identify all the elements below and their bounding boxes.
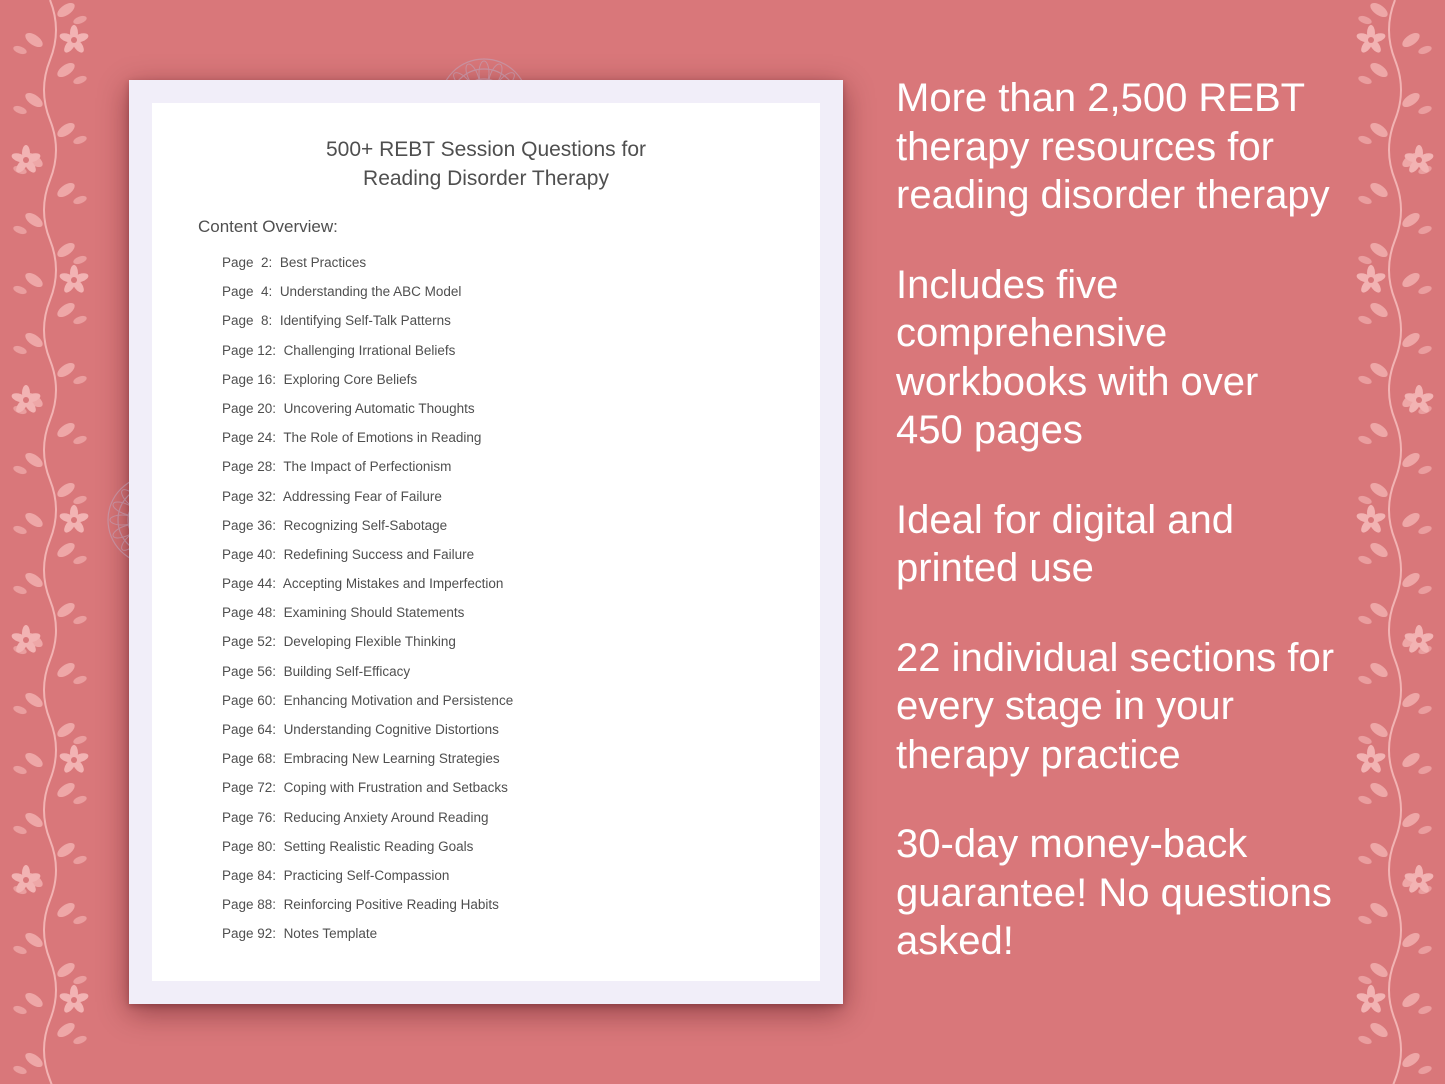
toc-topic: Exploring Core Beliefs [283, 371, 418, 387]
toc-topic: Setting Realistic Reading Goals [283, 838, 474, 854]
toc-page-number: Page 60: [222, 692, 277, 708]
toc-item [222, 839, 513, 868]
toc-page-number: Page 40: [222, 546, 277, 562]
toc-topic: Understanding Cognitive Distortions [283, 722, 499, 737]
feature-text: Ideal for digital and printed use [896, 497, 1235, 590]
toc-item [222, 751, 513, 780]
toc-topic: Uncovering Automatic Thoughts [283, 400, 475, 416]
toc-item [222, 868, 513, 897]
toc-page-number: Page 16: [222, 371, 277, 387]
toc-item [222, 372, 513, 401]
document-title [152, 135, 820, 193]
toc-item [222, 343, 513, 372]
toc-page-number: Page 32: [222, 488, 277, 504]
toc-page-number: Page 72: [222, 780, 277, 796]
toc-topic: Developing Flexible Thinking [283, 634, 456, 650]
toc-topic: The Role of Emotions in Reading [283, 430, 482, 446]
table-of-contents [222, 255, 513, 956]
feature-text: Includes five comprehensive workbooks with over 450 pages [896, 262, 1259, 452]
toc-item [222, 897, 513, 926]
toc-topic: Accepting Mistakes and Imperfection [282, 576, 504, 592]
toc-page-number: Page 80: [222, 838, 277, 854]
toc-page-number: Page 44: [222, 576, 277, 592]
toc-page-number: Page 68: [222, 751, 277, 767]
toc-topic: Understanding the ABC Model [279, 284, 462, 300]
toc-item [222, 693, 513, 722]
toc-item [222, 547, 513, 576]
toc-item [222, 605, 513, 634]
toc-topic: Building Self-Efficacy [283, 663, 411, 679]
toc-item [222, 401, 513, 430]
toc-item [222, 664, 513, 693]
toc-page-number: Page 88: [222, 897, 277, 913]
toc-topic: Examining Should Statements [283, 605, 465, 621]
toc-item [222, 313, 513, 342]
toc-page-number: Page 52: [222, 634, 277, 650]
mandala-top-icon [379, 57, 589, 80]
toc-topic: Addressing Fear of Failure [282, 488, 442, 504]
toc-topic: Coping with Frustration and Setbacks [283, 780, 508, 796]
toc-topic: Enhancing Motivation and Persistence [283, 692, 514, 708]
toc-page-number: Page 2: [222, 255, 273, 270]
toc-page-number: Page 20: [222, 400, 277, 416]
document-preview [129, 80, 843, 1004]
toc-page-number: Page 92: [222, 926, 277, 942]
toc-page-number: Page 48: [222, 605, 277, 621]
toc-page-number: Page 8: [222, 313, 273, 329]
toc-topic: The Impact of Perfectionism [283, 459, 452, 475]
floral-vine-left-icon [0, 0, 100, 1084]
toc-page-number: Page 24: [222, 430, 277, 446]
feature-text: More than 2,500 REBT therapy resources for reading disorder therapy [896, 76, 1330, 217]
toc-page-number: Page 84: [222, 867, 277, 883]
toc-item [222, 926, 513, 955]
document-title-line-1: 500+ REBT Session Questions for [325, 138, 647, 161]
toc-topic: Practicing Self-Compassion [283, 867, 450, 883]
toc-item [222, 518, 513, 547]
toc-topic: Best Practices [279, 255, 367, 270]
toc-item [222, 489, 513, 518]
feature-text: 30-day money-back guarantee! No questions asked! [896, 822, 1332, 963]
toc-topic: Reducing Anxiety Around Reading [283, 809, 489, 825]
toc-item [222, 576, 513, 605]
toc-page-number: Page 76: [222, 809, 277, 825]
toc-page-number: Page 28: [222, 459, 277, 475]
toc-page-number: Page 64: [222, 722, 277, 737]
toc-page-number: Page 12: [222, 342, 277, 358]
toc-page-number: Page 36: [222, 517, 277, 533]
toc-topic: Notes Template [283, 926, 378, 942]
toc-item [222, 284, 513, 313]
toc-item [222, 634, 513, 663]
content-overview-label: Content Overview: [198, 217, 338, 236]
toc-item [222, 430, 513, 459]
toc-item [222, 810, 513, 839]
mandala-left-icon [106, 430, 129, 610]
document-title-line-2: Reading Disorder Therapy [363, 167, 609, 190]
floral-vine-right-icon [1345, 0, 1445, 1084]
toc-page-number: Page 4: [222, 284, 273, 300]
toc-topic: Redefining Success and Failure [283, 546, 475, 562]
toc-item [222, 722, 513, 751]
toc-topic: Reinforcing Positive Reading Habits [283, 897, 499, 913]
toc-topic: Recognizing Self-Sabotage [283, 517, 448, 533]
document-page [152, 103, 820, 981]
feature-text: 22 individual sections for every stage in your therapy practice [896, 635, 1335, 777]
toc-page-number: Page 56: [222, 663, 277, 679]
toc-topic: Embracing New Learning Strategies [283, 751, 500, 767]
toc-item [222, 780, 513, 809]
toc-item [222, 255, 513, 284]
feature-list [896, 74, 1336, 1007]
toc-topic: Challenging Irrational Beliefs [283, 342, 456, 358]
toc-item [222, 459, 513, 488]
toc-topic: Identifying Self-Talk Patterns [279, 313, 451, 329]
